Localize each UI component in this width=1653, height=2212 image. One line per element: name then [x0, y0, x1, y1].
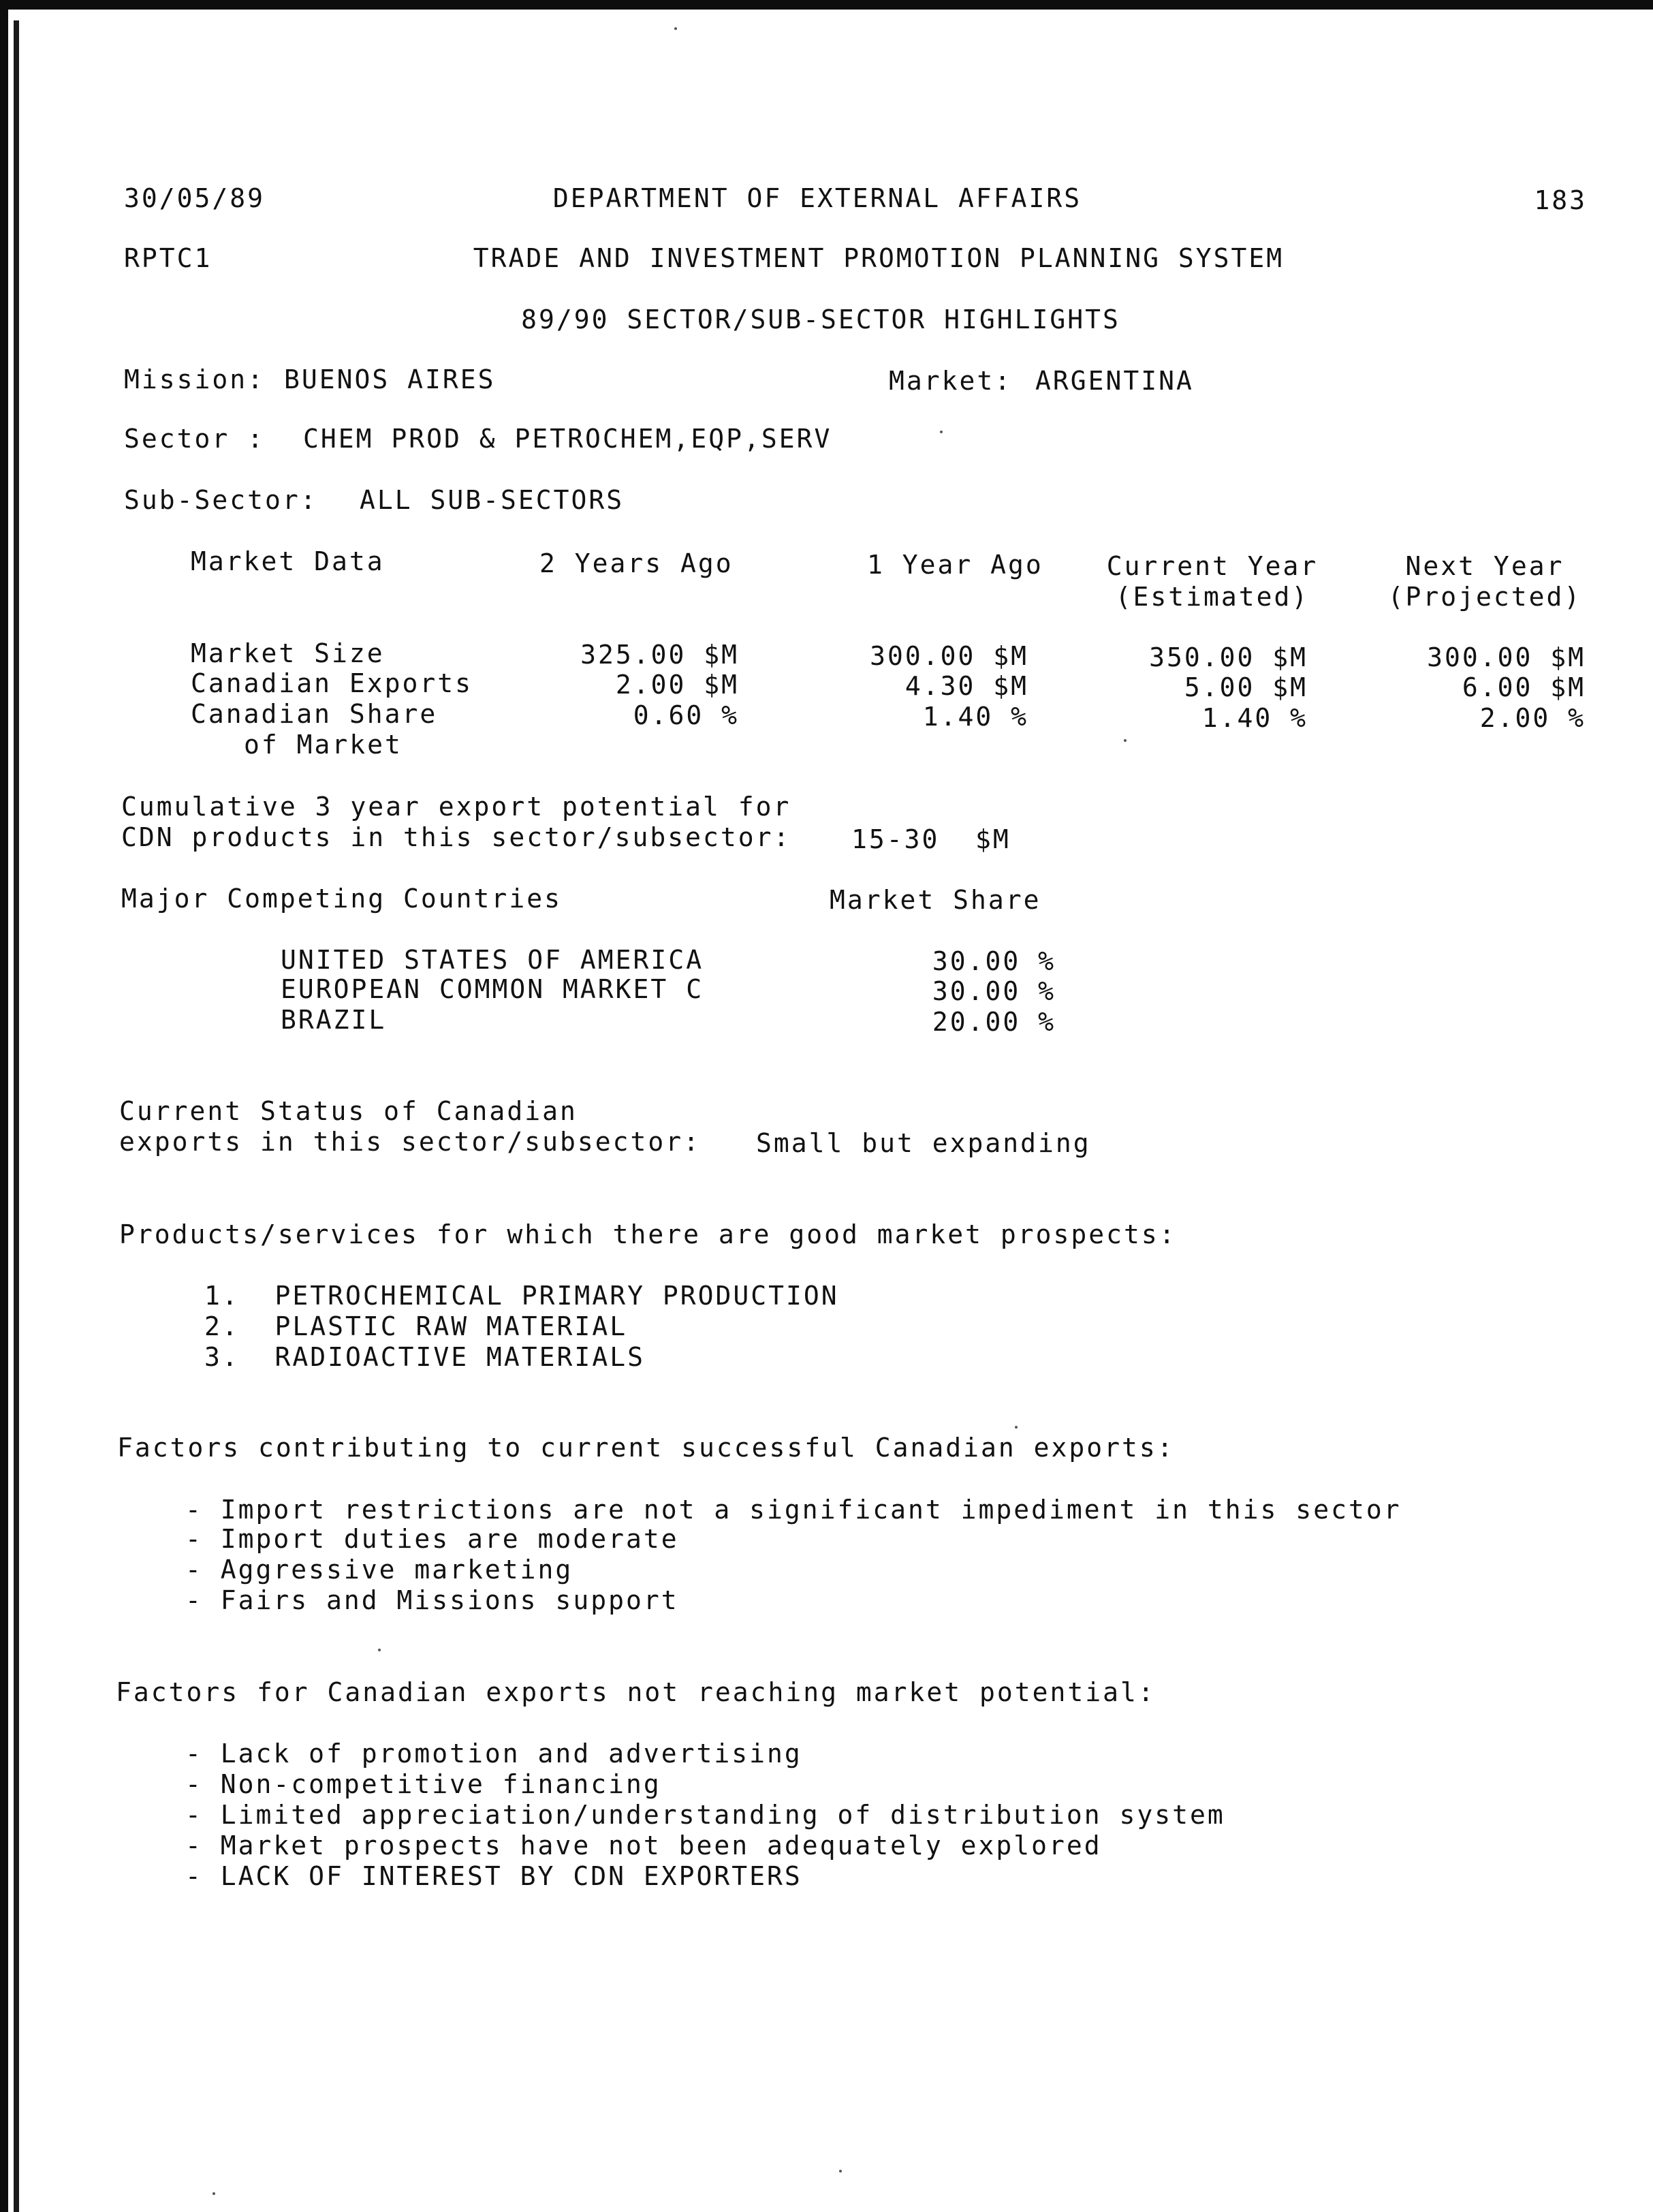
cell-exports-next: 6.00 $M: [1462, 672, 1586, 702]
col-current-year: Current Year: [1106, 551, 1319, 581]
competitor-share: 30.00 %: [932, 946, 1056, 976]
market-label: Market:: [889, 366, 1013, 396]
cell-exports-2y: 2.00 $M: [615, 670, 739, 700]
barrier-factors-heading: Factors for Canadian exports not reaching market potential:: [116, 1677, 1156, 1707]
scan-speck: [1124, 739, 1127, 742]
page-binding-line: [14, 20, 19, 2212]
scan-speck: [940, 431, 943, 433]
col-2-years-ago: 2 Years Ago: [539, 548, 734, 578]
scan-speck: [674, 27, 677, 30]
market-data-header: Market Data: [191, 546, 385, 576]
col-next-year-projected: (Projected): [1387, 582, 1582, 612]
competitor-share: 20.00 %: [932, 1007, 1056, 1037]
cell-share-1y: 1.40 %: [922, 702, 1028, 732]
subsector-value: ALL SUB-SECTORS: [360, 485, 625, 515]
system-title: TRADE AND INVESTMENT PROMOTION PLANNING SYSTEM: [473, 243, 1285, 273]
scan-speck: [212, 2192, 215, 2195]
cell-share-next: 2.00 %: [1479, 703, 1586, 733]
cell-market-size-1y: 300.00 $M: [870, 641, 1028, 671]
row-label-canadian-share: Canadian Share: [191, 699, 438, 729]
export-potential-line2: CDN products in this sector/subsector:: [121, 822, 791, 852]
cell-share-2y: 0.60 %: [633, 700, 739, 730]
market-value: ARGENTINA: [1035, 366, 1194, 396]
status-line2: exports in this sector/subsector:: [119, 1127, 701, 1157]
row-label-canadian-share-line2: of Market: [244, 730, 403, 760]
success-factor-item: - Import restrictions are not a significant impediment in this sector: [185, 1495, 1402, 1525]
competitors-header: Major Competing Countries: [121, 884, 562, 914]
prospects-heading: Products/services for which there are good market prospects:: [119, 1219, 1177, 1249]
barrier-factor-item: - Non-competitive financing: [185, 1769, 661, 1799]
cell-market-size-2y: 325.00 $M: [580, 640, 739, 670]
barrier-factor-item: - Lack of promotion and advertising: [185, 1739, 802, 1769]
col-1-year-ago: 1 Year Ago: [867, 550, 1043, 580]
cell-share-current: 1.40 %: [1201, 703, 1308, 733]
page-top-edge: [0, 0, 1653, 10]
page-number: 183: [1534, 185, 1587, 215]
status-line1: Current Status of Canadian: [119, 1096, 578, 1126]
mission-label: Mission:: [124, 364, 266, 394]
competitor-name: UNITED STATES OF AMERICA: [281, 945, 704, 975]
status-value: Small but expanding: [756, 1128, 1091, 1158]
prospect-item: 2. PLASTIC RAW MATERIAL: [204, 1311, 628, 1341]
col-next-year: Next Year: [1405, 551, 1564, 581]
report-date: 30/05/89: [124, 183, 266, 213]
export-potential-value: 15-30: [851, 824, 940, 854]
scan-speck: [378, 1649, 381, 1651]
col-current-year-estimated: (Estimated): [1115, 582, 1310, 612]
success-factor-item: - Aggressive marketing: [185, 1555, 573, 1585]
report-title: 89/90 SECTOR/SUB-SECTOR HIGHLIGHTS: [521, 305, 1120, 334]
row-label-canadian-exports: Canadian Exports: [191, 668, 473, 698]
cell-market-size-next: 300.00 $M: [1427, 642, 1586, 672]
department-name: DEPARTMENT OF EXTERNAL AFFAIRS: [552, 183, 1082, 213]
subsector-label: Sub-Sector:: [124, 485, 318, 515]
sector-label: Sector :: [124, 424, 266, 454]
export-potential-line1: Cumulative 3 year export potential for: [121, 792, 791, 822]
success-factor-item: - Fairs and Missions support: [185, 1585, 679, 1615]
cell-exports-current: 5.00 $M: [1184, 672, 1308, 702]
market-share-header: Market Share: [830, 885, 1041, 915]
mission-value: BUENOS AIRES: [284, 364, 496, 394]
export-potential-unit: $M: [975, 824, 1011, 854]
prospect-item: 1. PETROCHEMICAL PRIMARY PRODUCTION: [204, 1281, 839, 1311]
barrier-factor-item: - Market prospects have not been adequately explored: [185, 1831, 1102, 1860]
barrier-factor-item: - LACK OF INTEREST BY CDN EXPORTERS: [185, 1861, 802, 1891]
scan-speck: [839, 2170, 842, 2172]
success-factor-item: - Import duties are moderate: [185, 1524, 679, 1554]
cell-exports-1y: 4.30 $M: [904, 671, 1028, 701]
row-label-market-size: Market Size: [191, 638, 385, 668]
competitor-name: EUROPEAN COMMON MARKET C: [281, 974, 704, 1004]
prospect-item: 3. RADIOACTIVE MATERIALS: [204, 1342, 645, 1372]
cell-market-size-current: 350.00 $M: [1149, 642, 1308, 672]
competitor-name: BRAZIL: [281, 1005, 387, 1035]
competitor-share: 30.00 %: [932, 976, 1056, 1006]
barrier-factor-item: - Limited appreciation/understanding of distribution system: [185, 1800, 1225, 1830]
success-factors-heading: Factors contributing to current successful Canadian exports:: [117, 1433, 1175, 1463]
scan-speck: [1015, 1426, 1018, 1429]
report-code: RPTC1: [124, 243, 212, 273]
sector-value: CHEM PROD & PETROCHEM,EQP,SERV: [303, 424, 832, 454]
page-left-edge: [0, 0, 8, 2212]
